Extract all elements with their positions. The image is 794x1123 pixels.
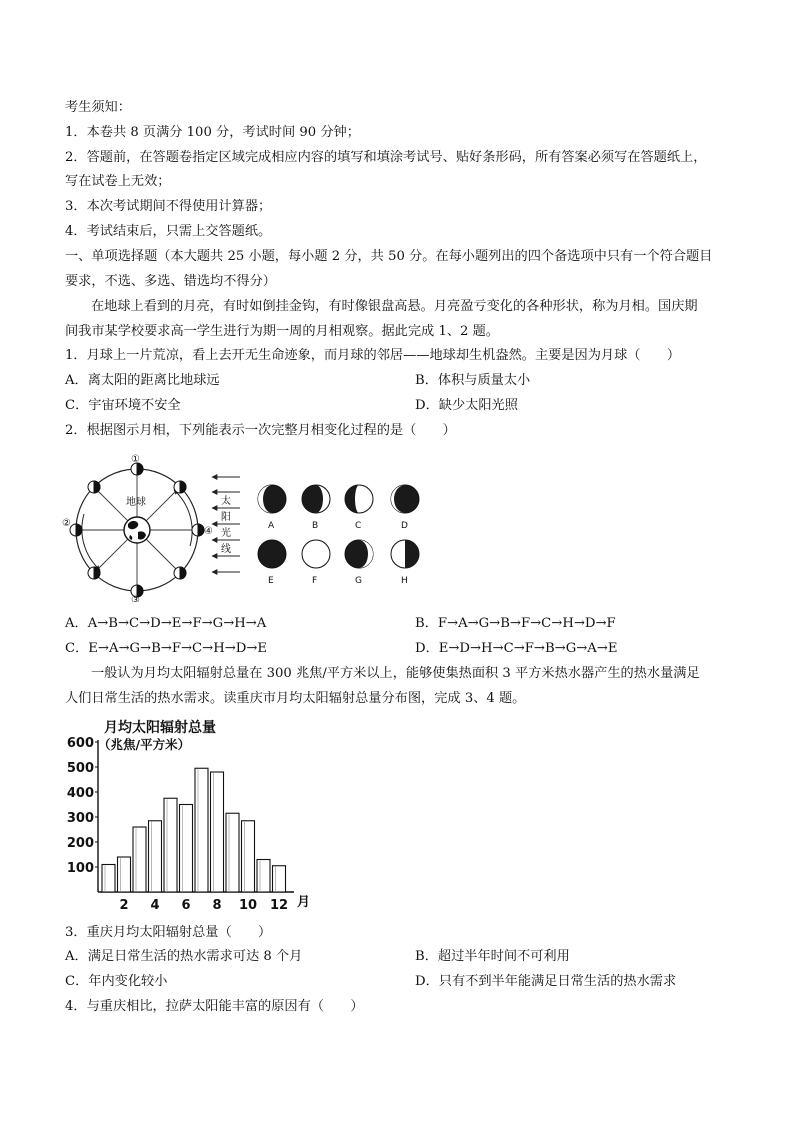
moon-phase-b-icon xyxy=(302,485,330,513)
chart-xlabel: 月 xyxy=(297,895,311,910)
bar-month-8 xyxy=(211,772,224,892)
bar-month-2 xyxy=(118,857,131,892)
passage-2-line-1: 一般认为月均太阳辐射总量在 300 兆焦/平方米以上，能够使集热面积 3 平方米热水器产生的热水量满足 xyxy=(91,666,700,681)
earth-label: 地球 xyxy=(126,497,146,508)
y-tick-label: 200 xyxy=(66,836,94,851)
y-tick-label: 500 xyxy=(66,761,94,776)
sunlight-arrows xyxy=(212,477,240,572)
phase-label-b: B xyxy=(312,521,319,531)
bar-month-9 xyxy=(226,813,239,892)
y-tick-label: 100 xyxy=(66,861,94,876)
notice-title: 考生须知： xyxy=(65,100,131,115)
x-tick-label: 10 xyxy=(238,898,258,913)
phase-label-d: D xyxy=(401,521,408,531)
bar-month-10 xyxy=(242,821,255,892)
phase-label-e: E xyxy=(268,576,274,586)
question-3-option-a[interactable]: A．满足日常生活的热水需求可达 8 个月 xyxy=(65,949,303,964)
position-mark-3: ③ xyxy=(131,595,140,602)
moon-phase-a-icon xyxy=(258,485,286,513)
x-tick-label: 8 xyxy=(212,898,222,913)
phase-label-c: C xyxy=(355,521,362,531)
phase-label-f: F xyxy=(312,576,318,586)
phase-label-g: G xyxy=(355,576,362,586)
position-mark-1: ① xyxy=(131,454,140,465)
moon-phase-e-icon xyxy=(258,540,286,568)
bar-month-6 xyxy=(180,805,193,893)
bar-month-3 xyxy=(133,827,146,892)
question-4-stem: 4．与重庆相比，拉萨太阳能丰富的原因有（ ） xyxy=(65,999,364,1014)
position-mark-4: ④ xyxy=(204,526,213,537)
question-1-option-d[interactable]: D．缺少太阳光照 xyxy=(415,398,518,413)
notice-item-3: 3．本次考试期间不得使用计算器； xyxy=(65,199,272,214)
question-3-stem: 3．重庆月均太阳辐射总量（ ） xyxy=(65,925,272,940)
bar-month-11 xyxy=(257,860,270,893)
moon-phase-c-icon xyxy=(345,485,373,513)
question-3-option-d[interactable]: D．只有不到半年能满足日常生活的热水需求 xyxy=(415,974,677,989)
x-tick-label: 6 xyxy=(181,898,191,913)
chart-title: 月均太阳辐射总量 xyxy=(104,720,216,736)
notice-item-4: 4．考试结束后，只需上交答题纸。 xyxy=(65,224,272,239)
moon-phase-d-icon xyxy=(391,485,419,513)
y-tick-label: 600 xyxy=(66,736,94,751)
notice-item-2-cont: 写在试卷上无效； xyxy=(65,174,171,189)
radiation-bar-chart xyxy=(62,716,322,916)
question-2-option-a[interactable]: A．A→B→C→D→E→F→G→H→A xyxy=(65,616,267,631)
question-2-stem: 2．根据图示月相，下列能表示一次完整月相变化过程的是（ ） xyxy=(65,423,456,438)
y-tick-label: 400 xyxy=(66,786,94,801)
bar-month-5 xyxy=(164,798,177,892)
passage-1-line-1: 在地球上看到的月亮，有时如倒挂金钩，有时像银盘高悬。月亮盈亏变化的各种形状，称为月相。国庆期 xyxy=(91,299,698,314)
moon-phase-h-icon xyxy=(391,540,419,568)
x-tick-label: 2 xyxy=(119,898,129,913)
passage-2-line-2: 人们日常生活的热水需求。读重庆市月均太阳辐射总量分布图，完成 3、4 题。 xyxy=(65,691,526,706)
notice-item-2: 2．答题前，在答题卷指定区域完成相应内容的填写和填涂考试号、贴好条形码，所有答案必须写在答题纸上， xyxy=(65,150,707,165)
question-1-stem: 1．月球上一片荒凉，看上去开无生命迹象，而月球的邻居——地球却生机盎然。主要是因为月球（ ） xyxy=(65,348,681,363)
x-tick-label: 4 xyxy=(150,898,160,913)
sunlight-label-3: 光 xyxy=(221,528,231,539)
phase-label-a: A xyxy=(268,521,275,531)
question-1-option-a[interactable]: A．离太阳的距离比地球远 xyxy=(65,373,220,388)
section-heading-cont: 要求，不选、多选、错选均不得分） xyxy=(65,274,276,289)
sunlight-label-2: 阳 xyxy=(221,512,231,523)
question-2-option-b[interactable]: B．F→A→G→B→F→C→H→D→F xyxy=(415,616,616,631)
moon-phase-f-icon xyxy=(302,540,330,568)
sunlight-label-4: 线 xyxy=(221,544,231,555)
y-tick-label: 300 xyxy=(66,811,94,826)
question-1-option-b[interactable]: B．体积与质量太小 xyxy=(415,373,531,388)
section-heading: 一、单项选择题（本大题共 25 小题，每小题 2 分，共 50 分。在每小题列出的四个备选项中只有一个符合题目 xyxy=(65,249,713,264)
question-3-option-b[interactable]: B．超过半年时间不可利用 xyxy=(415,949,570,964)
bar-month-12 xyxy=(273,866,286,892)
moon-phase-figure xyxy=(62,452,442,602)
question-1-option-c[interactable]: C．宇宙环境不安全 xyxy=(65,398,181,413)
phase-label-h: H xyxy=(401,576,408,586)
chart-ylabel: （兆焦/平方米） xyxy=(98,737,191,752)
earth-icon xyxy=(124,517,150,543)
sunlight-label-1: 太 xyxy=(221,496,231,507)
question-3-option-c[interactable]: C．年内变化较小 xyxy=(65,974,168,989)
bar-month-1 xyxy=(102,865,115,893)
question-2-option-c[interactable]: C．E→A→G→B→F→C→H→D→E xyxy=(65,641,267,656)
position-mark-2: ② xyxy=(62,518,71,529)
passage-1-line-2: 间我市某学校要求高一学生进行为期一周的月相观察。据此完成 1、2 题。 xyxy=(65,324,499,339)
notice-item-1: 1．本卷共 8 页满分 100 分，考试时间 90 分钟； xyxy=(65,125,360,140)
moon-phase-g-icon xyxy=(345,540,373,568)
bar-month-4 xyxy=(149,821,162,892)
bar-month-7 xyxy=(195,768,208,892)
x-tick-label: 12 xyxy=(269,898,289,913)
question-2-option-d[interactable]: D．E→D→H→C→F→B→G→A→E xyxy=(415,641,618,656)
